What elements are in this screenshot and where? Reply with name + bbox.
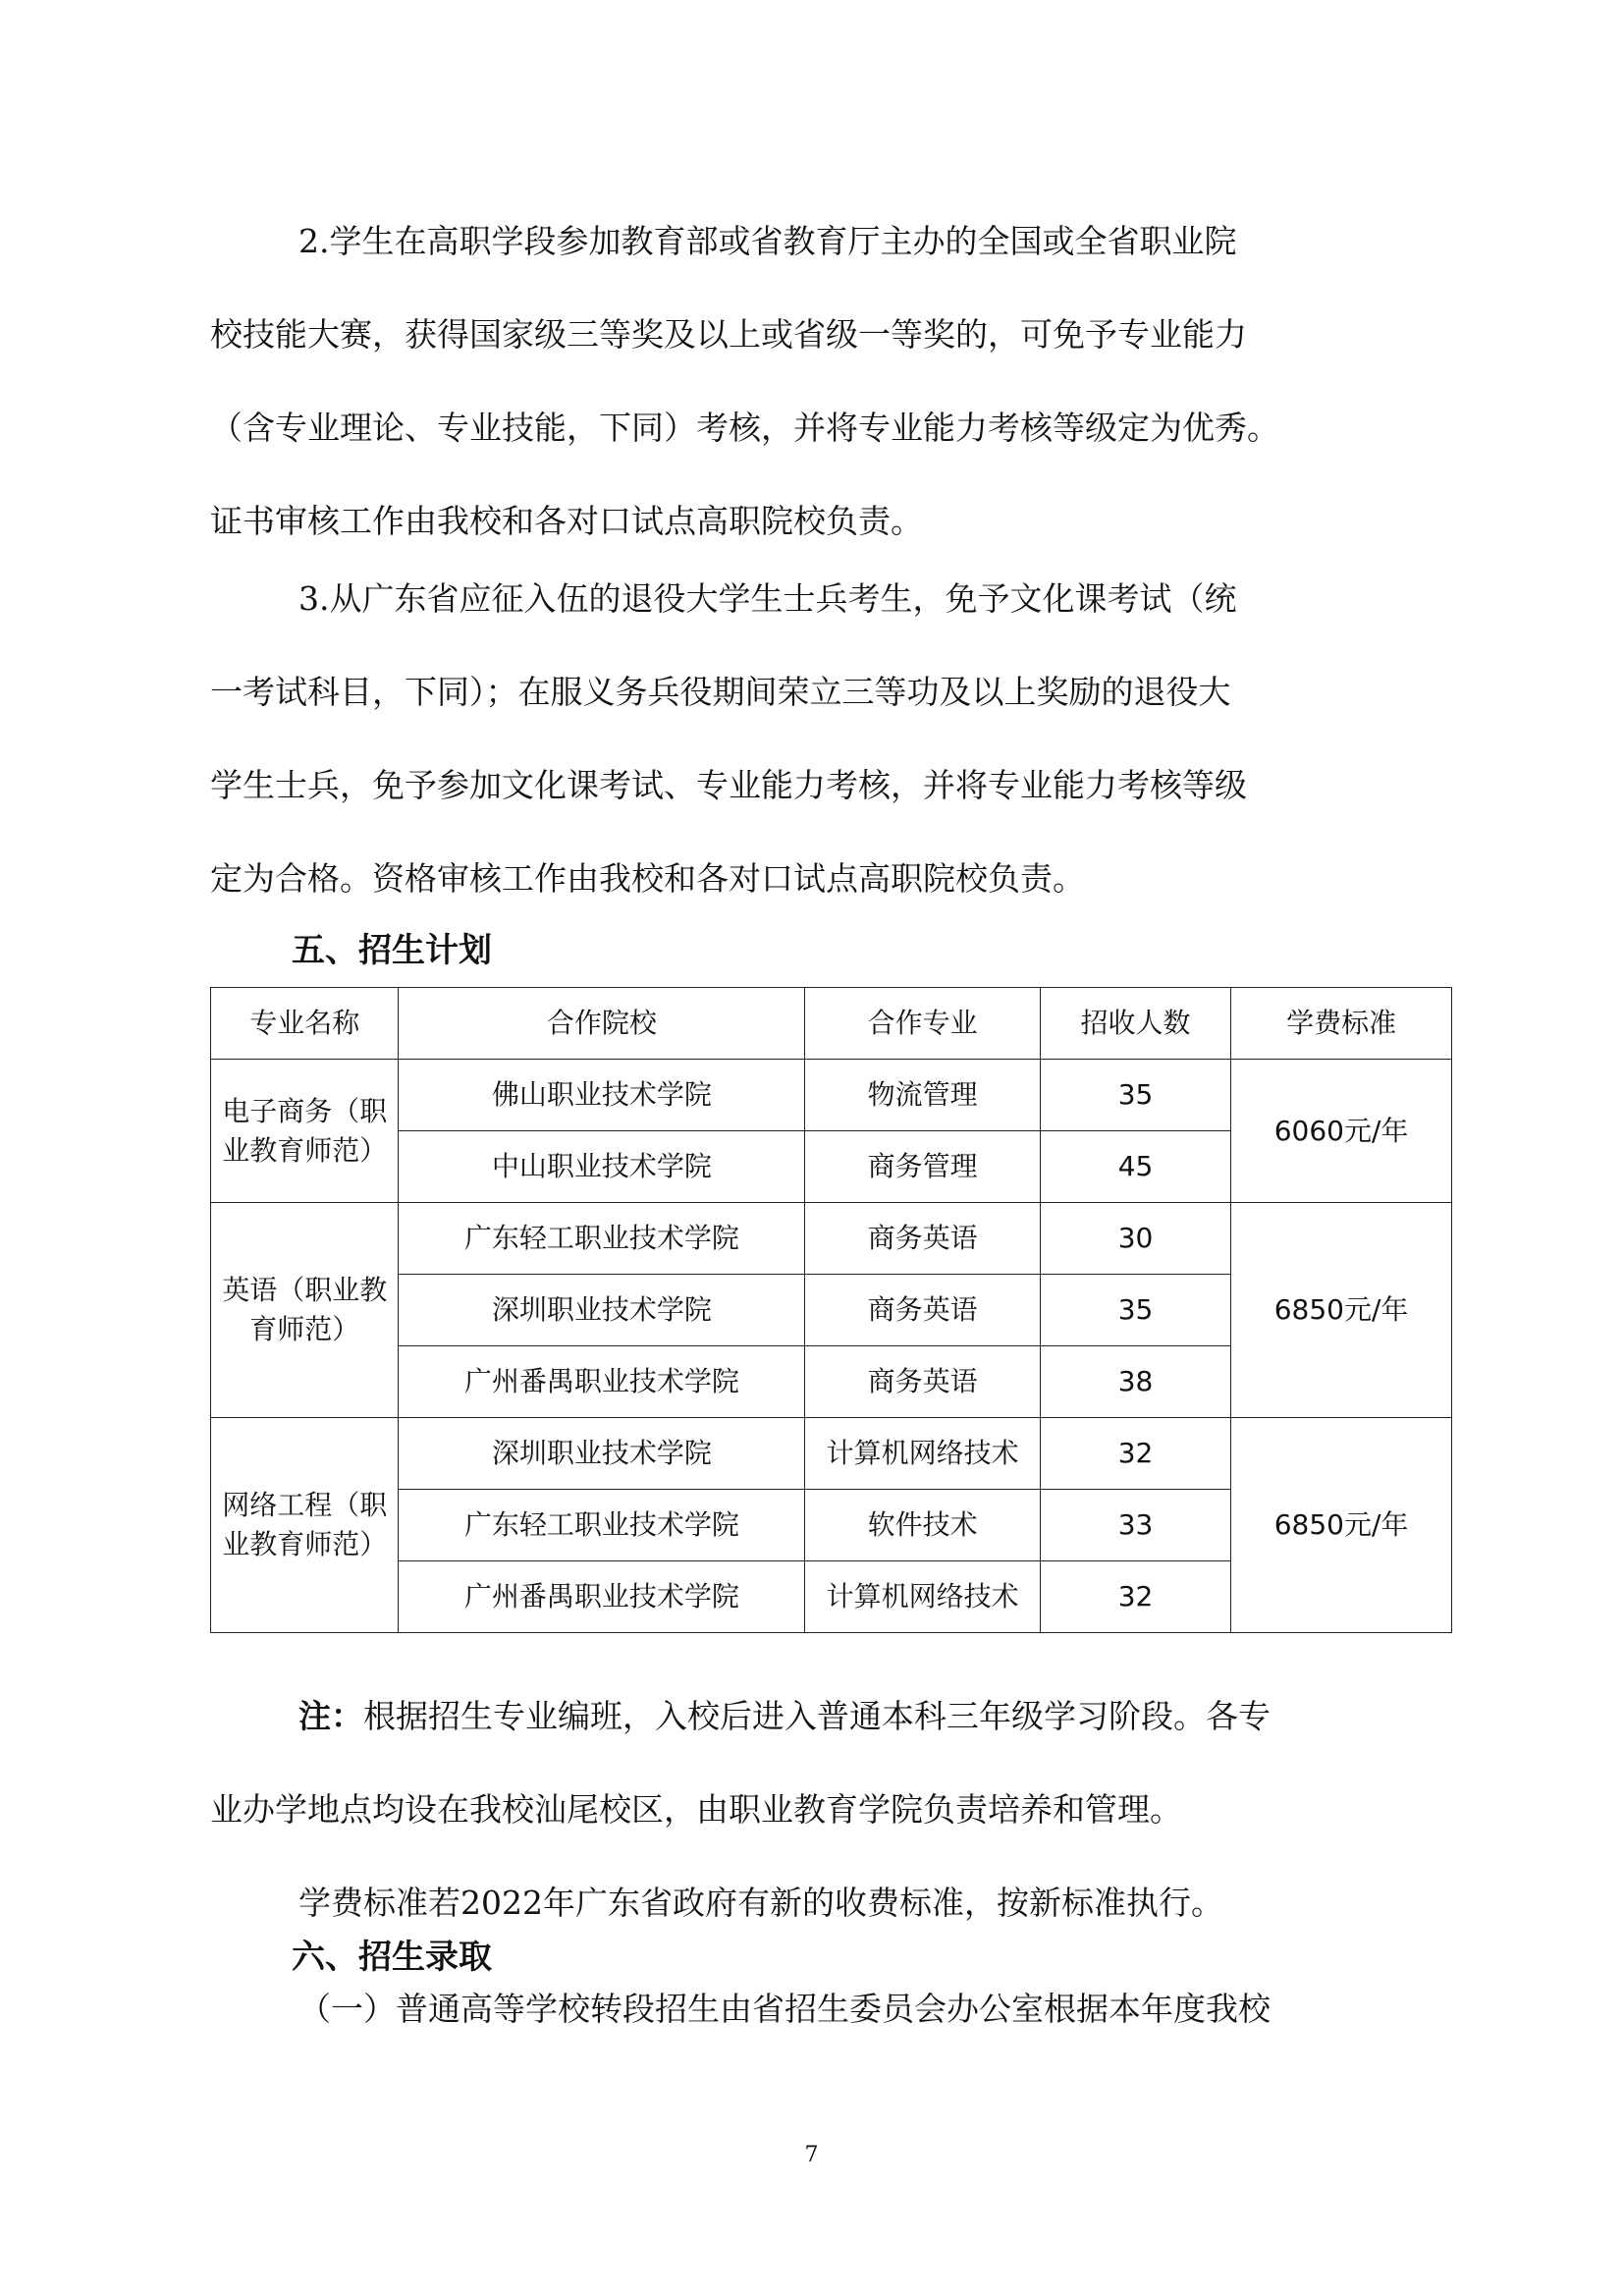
specialty-cell: 计算机网络技术 (805, 1561, 1041, 1633)
header-specialty: 合作专业 (805, 988, 1041, 1060)
specialty-cell: 计算机网络技术 (805, 1418, 1041, 1490)
fee-cell: 6850元/年 (1231, 1418, 1452, 1633)
school-cell: 中山职业技术学院 (399, 1131, 805, 1203)
table-row (211, 1418, 1452, 1490)
paragraph-3-line-2: 一考试科目，下同）；在服义务兵役期间荣立三等功及以上奖励的退役大 (210, 673, 1231, 711)
school-cell: 深圳职业技术学院 (399, 1418, 805, 1490)
paragraph-3-line-3: 学生士兵，免予参加文化课考试、专业能力考核，并将专业能力考核等级 (210, 766, 1247, 804)
fee-cell: 6850元/年 (1231, 1203, 1452, 1418)
table-header-row (211, 988, 1452, 1060)
specialty-cell: 商务英语 (805, 1275, 1041, 1346)
specialty-cell: 软件技术 (805, 1490, 1041, 1561)
specialty-cell: 商务英语 (805, 1203, 1041, 1275)
note-text-1: 根据招生专业编班，入校后进入普通本科三年级学习阶段。各专 (363, 1697, 1271, 1735)
paragraph-2-line-2: 校技能大赛，获得国家级三等奖及以上或省级一等奖的，可免予专业能力 (210, 315, 1247, 354)
specialty-cell: 商务管理 (805, 1131, 1041, 1203)
major-cell: 英语（职业教育师范） (211, 1203, 399, 1418)
note-paragraph (210, 1669, 1428, 1949)
paragraph-2-line-1: 2.学生在高职学段参加教育部或省教育厅主办的全国或全省职业院 (298, 222, 1237, 260)
section-6-line-1: （一）普通高等学校转段招生由省招生委员会办公室根据本年度我校 (298, 1990, 1271, 2028)
count-cell: 32 (1040, 1561, 1230, 1633)
specialty-cell: 物流管理 (805, 1060, 1041, 1131)
paragraph-3-line-1: 3.从广东省应征入伍的退役大学生士兵考生，免予文化课考试（统 (298, 579, 1237, 618)
section-6-heading: 六、招生录取 (292, 1938, 492, 1977)
section-6-paragraph (210, 1962, 1428, 2055)
school-cell: 广州番禺职业技术学院 (399, 1561, 805, 1633)
note-label: 注： (298, 1697, 363, 1735)
school-cell: 广州番禺职业技术学院 (399, 1346, 805, 1418)
paragraph-3-line-4: 定为合格。资格审核工作由我校和各对口试点高职院校负责。 (210, 859, 1085, 898)
count-cell: 35 (1040, 1060, 1230, 1131)
section-5-heading: 五、招生计划 (292, 931, 492, 970)
fee-cell: 6060元/年 (1231, 1060, 1452, 1203)
note-line-2: 业办学地点均设在我校汕尾校区，由职业教育学院负责培养和管理。 (210, 1790, 1182, 1829)
table-row (211, 1203, 1452, 1275)
page-number: 7 (804, 2143, 819, 2167)
major-cell: 网络工程（职业教育师范） (211, 1418, 399, 1633)
header-count: 招收人数 (1040, 988, 1230, 1060)
enrollment-plan-table (210, 987, 1452, 1633)
table-row (211, 1060, 1452, 1131)
header-major: 专业名称 (211, 988, 399, 1060)
paragraph-2 (210, 194, 1428, 568)
paragraph-3 (210, 552, 1428, 925)
note-line-1 (210, 1669, 1428, 1763)
header-school: 合作院校 (399, 988, 805, 1060)
count-cell: 38 (1040, 1346, 1230, 1418)
school-cell: 深圳职业技术学院 (399, 1275, 805, 1346)
paragraph-2-line-3: （含专业理论、专业技能，下同）考核，并将专业能力考核等级定为优秀。 (210, 409, 1279, 447)
header-fee: 学费标准 (1231, 988, 1452, 1060)
specialty-cell: 商务英语 (805, 1346, 1041, 1418)
major-cell: 电子商务（职业教育师范） (211, 1060, 399, 1203)
count-cell: 35 (1040, 1275, 1230, 1346)
school-cell: 广东轻工职业技术学院 (399, 1490, 805, 1561)
count-cell: 30 (1040, 1203, 1230, 1275)
school-cell: 广东轻工职业技术学院 (399, 1203, 805, 1275)
count-cell: 32 (1040, 1418, 1230, 1490)
paragraph-2-line-4: 证书审核工作由我校和各对口试点高职院校负责。 (210, 502, 923, 540)
count-cell: 33 (1040, 1490, 1230, 1561)
school-cell: 佛山职业技术学院 (399, 1060, 805, 1131)
note-line-3: 学费标准若2022年广东省政府有新的收费标准，按新标准执行。 (298, 1884, 1223, 1922)
count-cell: 45 (1040, 1131, 1230, 1203)
